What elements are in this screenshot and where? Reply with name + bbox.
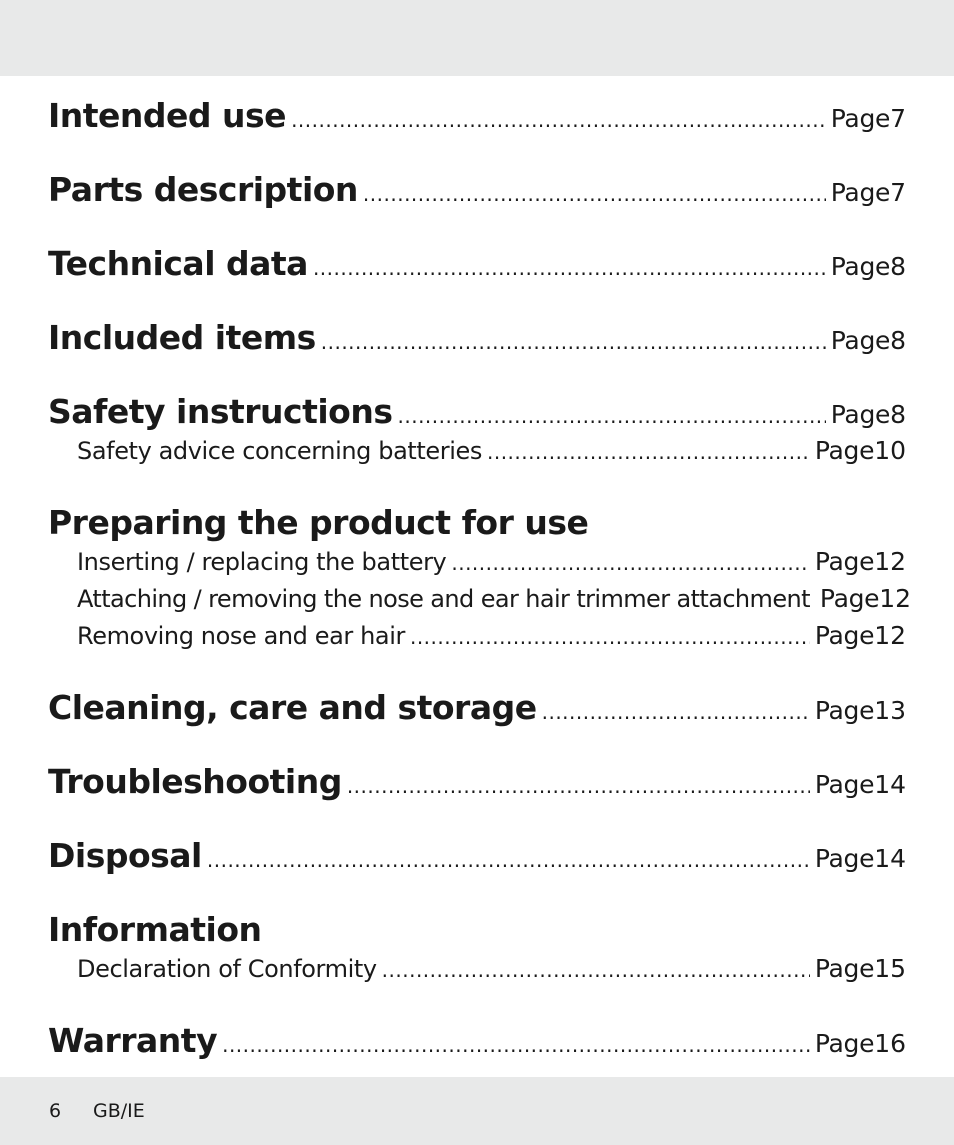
toc-page-number: 13 xyxy=(874,696,906,725)
toc-entry-title: Intended use xyxy=(48,96,287,135)
toc-page-word: Page xyxy=(814,844,875,873)
toc-page-word: Page xyxy=(830,252,891,281)
dot-leader xyxy=(382,958,810,982)
toc-page-number: 8 xyxy=(890,252,906,281)
toc-entry-title: Safety instructions xyxy=(48,392,393,431)
toc-entry-warranty[interactable] xyxy=(48,1021,906,1060)
toc-page-word: Page xyxy=(819,584,880,613)
toc-subentry-attaching-attachment[interactable] xyxy=(77,584,912,613)
toc-entry-title: Cleaning, care and storage xyxy=(48,688,537,727)
toc-entry-title: Troubleshooting xyxy=(48,762,342,801)
toc-page-word: Page xyxy=(830,178,891,207)
toc-page-number: 8 xyxy=(890,400,906,429)
toc-page-word: Page xyxy=(814,547,875,576)
toc-page-word: Page xyxy=(814,954,875,983)
dot-leader xyxy=(313,256,826,280)
toc-page-word: Page xyxy=(814,696,875,725)
toc-entry-title: Parts description xyxy=(48,170,358,209)
toc-page-number: 15 xyxy=(874,954,906,983)
toc-entry-safety-instructions[interactable] xyxy=(48,392,906,431)
toc-page-word: Page xyxy=(830,400,891,429)
toc-subentry-title: Safety advice concerning batteries xyxy=(77,437,482,465)
dot-leader xyxy=(363,182,826,206)
toc-entry-intended-use[interactable] xyxy=(48,96,906,135)
page-footer xyxy=(49,1100,145,1122)
toc-page-number: 14 xyxy=(874,844,906,873)
toc-entry-title: Technical data xyxy=(48,244,308,283)
toc-page-word: Page xyxy=(814,770,875,799)
toc-page-number: 8 xyxy=(890,326,906,355)
toc-entry-title: Warranty xyxy=(48,1021,218,1060)
toc-page-number: 14 xyxy=(874,770,906,799)
toc-page-word: Page xyxy=(830,326,891,355)
toc-subentry-title: Declaration of Conformity xyxy=(77,955,377,983)
footer-page-number: 6 xyxy=(49,1100,62,1122)
toc-section-title: Preparing the product for use xyxy=(48,503,589,542)
dot-leader xyxy=(398,404,826,428)
dot-leader xyxy=(222,1033,810,1057)
dot-leader xyxy=(321,330,826,354)
toc-section-preparing xyxy=(48,503,906,542)
toc-page-word: Page xyxy=(814,1029,875,1058)
dot-leader xyxy=(291,108,826,132)
toc-subentry-title: Removing nose and ear hair xyxy=(77,622,405,650)
dot-leader xyxy=(542,700,810,724)
toc-entry-title: Included items xyxy=(48,318,316,357)
toc-page-word: Page xyxy=(814,436,875,465)
toc-entry-title: Disposal xyxy=(48,836,202,875)
toc-page-number: 12 xyxy=(874,621,906,650)
toc-section-title: Information xyxy=(48,910,262,949)
toc-subentry-title: Attaching / removing the nose and ear hair trimmer attachment xyxy=(77,585,810,613)
dot-leader xyxy=(207,848,810,872)
toc-page-number: 16 xyxy=(874,1029,906,1058)
toc-entry-parts-description[interactable] xyxy=(48,170,906,209)
toc-subentry-removing-hair[interactable] xyxy=(77,621,906,650)
toc-page-number: 7 xyxy=(890,104,906,133)
toc-subentry-declaration[interactable] xyxy=(77,954,906,983)
dot-leader xyxy=(347,774,810,798)
toc-page-number: 7 xyxy=(890,178,906,207)
toc-entry-disposal[interactable] xyxy=(48,836,906,875)
toc-subentry-title: Inserting / replacing the battery xyxy=(77,548,447,576)
toc-entry-included-items[interactable] xyxy=(48,318,906,357)
dot-leader xyxy=(487,440,810,464)
dot-leader xyxy=(451,551,810,575)
footer-language-code: GB/IE xyxy=(93,1100,145,1122)
toc-page-number: 12 xyxy=(879,584,912,613)
dot-leader xyxy=(410,625,810,649)
toc-section-information xyxy=(48,910,906,949)
toc-page-word: Page xyxy=(830,104,891,133)
toc-entry-technical-data[interactable] xyxy=(48,244,906,283)
toc-page-word: Page xyxy=(814,621,875,650)
toc-entry-troubleshooting[interactable] xyxy=(48,762,906,801)
toc-subentry-inserting-battery[interactable] xyxy=(77,547,906,576)
toc-page-number: 12 xyxy=(874,547,906,576)
toc-subentry-battery-safety[interactable] xyxy=(77,436,906,465)
toc-page-number: 10 xyxy=(874,436,906,465)
toc-entry-cleaning[interactable] xyxy=(48,688,906,727)
